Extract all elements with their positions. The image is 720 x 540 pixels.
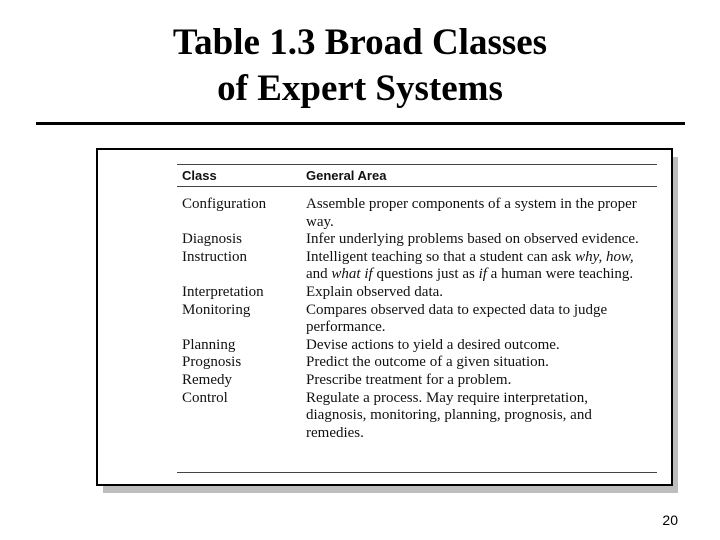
area-cell: Predict the outcome of a given situation.	[306, 354, 549, 371]
column-header-class: Class	[182, 168, 217, 183]
class-cell: Configuration	[182, 196, 267, 212]
table-row	[182, 284, 652, 302]
class-cell: Instruction	[182, 248, 247, 265]
emphasized-word: if	[478, 266, 487, 283]
area-cell: Devise actions to yield a desired outcome.	[306, 336, 560, 353]
area-cell: Intelligent teaching so that a student can ask why, how, and what if questions just as if a human were teaching.	[306, 248, 634, 283]
area-cell: Prescribe treatment for a problem.	[306, 371, 512, 388]
area-cell: Regulate a process. May require interpretation, diagnosis, monitoring, planning, prognosis, and remedies.	[306, 389, 592, 441]
emphasized-word: why,	[575, 248, 603, 265]
area-cell: Compares observed data to expected data to judge performance.	[306, 301, 608, 336]
slide-title-line-2: of Expert Systems	[217, 68, 503, 109]
table-row	[182, 231, 652, 249]
table-body	[182, 196, 652, 442]
class-cell: Control	[182, 389, 228, 406]
table-row	[182, 337, 652, 355]
page-number: 20	[662, 512, 678, 528]
table-row	[182, 354, 652, 372]
table-bottom-rule	[177, 472, 657, 473]
class-cell: Prognosis	[182, 354, 242, 371]
table-row	[182, 390, 652, 443]
slide-title	[0, 20, 720, 112]
class-cell: Planning	[182, 336, 236, 353]
emphasized-word: what	[331, 266, 361, 283]
class-cell: Monitoring	[182, 301, 251, 318]
column-header-general-area: General Area	[306, 168, 387, 183]
table-row	[182, 302, 652, 337]
table-image	[96, 148, 673, 486]
table-row	[182, 196, 652, 231]
slide-title-line-1: Table 1.3 Broad Classes	[172, 22, 548, 63]
class-cell: Diagnosis	[182, 231, 242, 248]
emphasized-word: how,	[606, 248, 634, 265]
area-cell: Infer underlying problems based on observed evidence.	[306, 231, 639, 248]
emphasized-word: if	[364, 266, 373, 283]
table-row	[182, 249, 652, 284]
table-header-rule	[177, 186, 657, 187]
class-cell: Remedy	[182, 371, 232, 388]
title-divider	[36, 122, 685, 125]
table-row	[182, 372, 652, 390]
area-cell: Explain observed data.	[306, 283, 444, 300]
table-top-rule	[177, 164, 657, 165]
area-cell: Assemble proper components of a system in the proper way.	[306, 196, 637, 230]
class-cell: Interpretation	[182, 283, 264, 300]
